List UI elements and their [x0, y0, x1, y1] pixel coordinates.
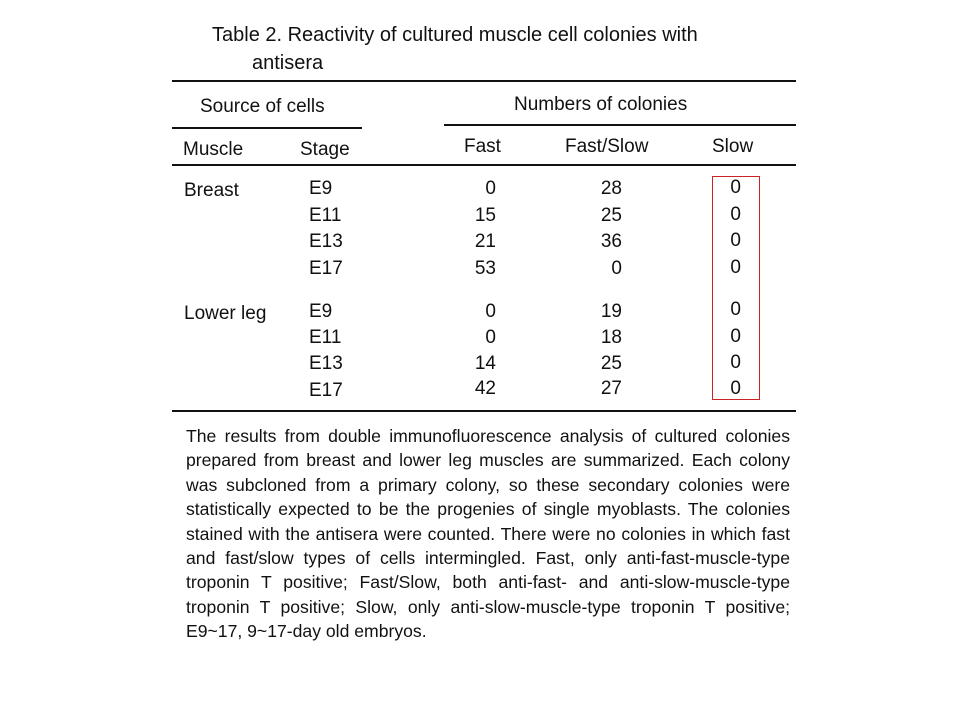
muscle-breast: Breast: [184, 180, 239, 201]
header-source-of-cells: Source of cells: [200, 96, 325, 117]
table-title-line1: Table 2. Reactivity of cultured muscle cell colonies with: [212, 24, 698, 46]
header-stage: Stage: [300, 139, 350, 160]
table-footnote: The results from double immunofluorescence analysis of cultured colonies prepared from breast and lower leg muscles are summarized. Each colony was subcloned from a primary colony, so these secondary colonies were statistically expected to be the progenies of single myoblasts. The colonies stained with the antisera were counted. There were no colonies in which fast and fast/slow types of cells intermingled. Fast, only anti-fast-muscle-type troponin T positive; Fast/Slow, both anti-fast- and anti-slow-muscle-type troponin T positive; Slow, only anti-slow-muscle-type troponin T positive; E9~17, 9~17-day old embryos.: [186, 426, 790, 642]
fast-slow-cell: 25: [600, 353, 622, 374]
header-slow: Slow: [712, 136, 754, 157]
fast-slow-cell: 18: [600, 327, 622, 348]
fast-cell: 15: [474, 205, 496, 226]
fast-cell: 0: [485, 327, 496, 348]
fast-cell: 14: [474, 353, 496, 374]
header-muscle: Muscle: [183, 139, 244, 160]
header-bottom-rule: [172, 164, 796, 166]
slow-cell: 0: [730, 299, 741, 320]
slow-cell: 0: [730, 177, 741, 198]
slow-cell: 0: [730, 326, 741, 347]
fast-slow-cell: 27: [600, 378, 622, 399]
header-fast-slow: Fast/Slow: [565, 136, 649, 157]
stage-cell: E13: [309, 231, 343, 252]
stage-cell: E13: [309, 353, 343, 374]
fast-cell: 42: [474, 378, 496, 399]
numbers-subrule: [444, 124, 796, 126]
header-numbers-of-colonies: Numbers of colonies: [514, 94, 688, 115]
fast-slow-cell: 36: [600, 231, 622, 252]
bottom-rule: [172, 410, 796, 412]
fast-slow-cell: 25: [600, 205, 622, 226]
source-subrule: [172, 127, 362, 129]
slow-cell: 0: [730, 204, 741, 225]
slow-cell: 0: [730, 230, 741, 251]
slow-cell: 0: [730, 257, 741, 278]
stage-cell: E17: [309, 258, 343, 279]
top-rule: [172, 80, 796, 82]
slow-cell: 0: [730, 378, 741, 399]
fast-slow-cell: 28: [600, 178, 622, 199]
stage-cell: E11: [309, 327, 342, 348]
fast-cell: 0: [485, 301, 496, 322]
stage-cell: E11: [309, 205, 342, 226]
fast-cell: 0: [485, 178, 496, 199]
table-title-line2: antisera: [252, 52, 324, 74]
header-fast: Fast: [464, 136, 501, 157]
fast-cell: 53: [474, 258, 496, 279]
stage-cell: E9: [309, 178, 333, 199]
fast-cell: 21: [474, 231, 496, 252]
fast-slow-cell: 0: [611, 258, 622, 279]
fast-slow-cell: 19: [600, 301, 622, 322]
stage-cell: E9: [309, 301, 333, 322]
muscle-lower-leg: Lower leg: [184, 303, 267, 324]
stage-cell: E17: [309, 380, 343, 401]
slow-column-highlight-box: [712, 176, 760, 400]
slow-cell: 0: [730, 352, 741, 373]
